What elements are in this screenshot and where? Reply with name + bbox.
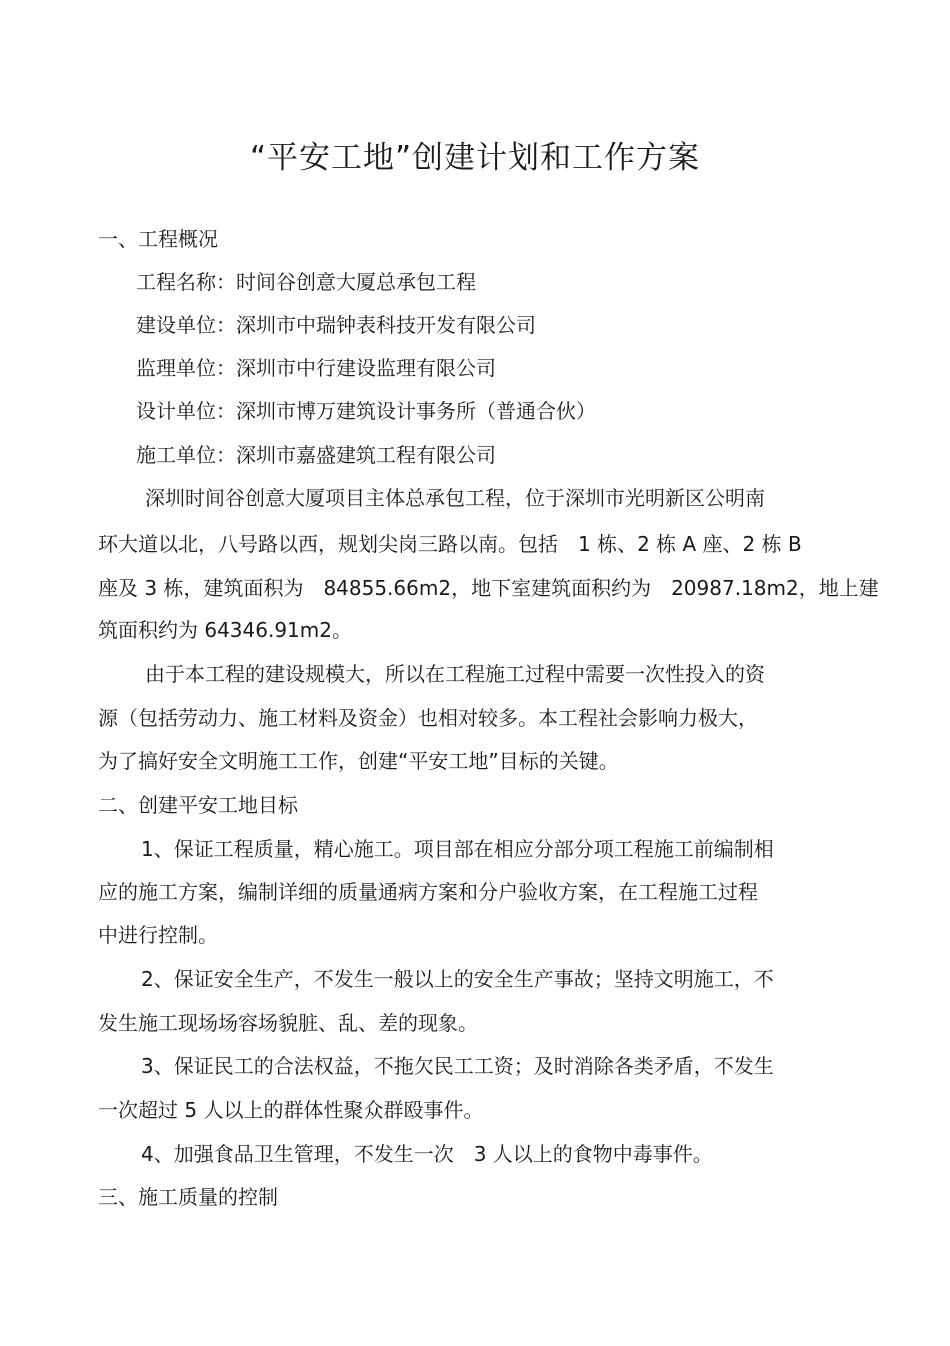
paragraph-line: 环大道以北，八号路以西，规划尖岗三路以南。包括 1 栋、2 栋 A 座、2 栋 B xyxy=(98,532,802,556)
contractor-line: 施工单位：深圳市嘉盛建筑工程有限公司 xyxy=(136,443,496,467)
section-heading-goals: 二、创建平安工地目标 xyxy=(98,793,298,817)
paragraph-line: 座及 3 栋，建筑面积为 84855.66m2，地下室建筑面积约为 20987.18m2，地上建 xyxy=(98,576,879,600)
goal-item-line: 3、保证民工的合法权益，不拖欠民工工资；及时消除各类矛盾，不发生 xyxy=(141,1054,774,1078)
goal-item-line: 一次超过 5 人以上的群体性聚众群殴事件。 xyxy=(98,1098,484,1122)
paragraph-line: 由于本工程的建设规模大，所以在工程施工过程中需要一次性投入的资 xyxy=(145,662,765,686)
section-heading-overview: 一、工程概况 xyxy=(98,227,218,251)
supervisor-line: 监理单位：深圳市中行建设监理有限公司 xyxy=(136,356,496,380)
paragraph-line: 为了搞好安全文明施工工作，创建“平安工地”目标的关键。 xyxy=(98,749,619,773)
goal-item-line: 发生施工现场场容场貌脏、乱、差的现象。 xyxy=(98,1011,478,1035)
goal-item-line: 2、保证安全生产，不发生一般以上的安全生产事故；坚持文明施工，不 xyxy=(141,967,774,991)
designer-line: 设计单位：深圳市博万建筑设计事务所（普通合伙） xyxy=(136,399,596,423)
project-name-line: 工程名称：时间谷创意大厦总承包工程 xyxy=(136,270,476,294)
paragraph-line: 筑面积约为 64346.91m2。 xyxy=(98,618,352,642)
goal-item-line: 中进行控制。 xyxy=(98,923,218,947)
paragraph-line: 源（包括劳动力、施工材料及资金）也相对较多。本工程社会影响力极大， xyxy=(98,706,758,730)
document-title: “平安工地”创建计划和工作方案 xyxy=(249,140,701,176)
goal-item-line: 4、加强食品卫生管理，不发生一次 3 人以上的食物中毒事件。 xyxy=(141,1142,713,1166)
paragraph-line: 深圳时间谷创意大厦项目主体总承包工程，位于深圳市光明新区公明南 xyxy=(145,486,765,510)
goal-item-line: 1、保证工程质量，精心施工。项目部在相应分部分项工程施工前编制相 xyxy=(141,837,774,861)
client-line: 建设单位：深圳市中瑞钟表科技开发有限公司 xyxy=(136,313,536,337)
section-heading-quality: 三、施工质量的控制 xyxy=(98,1185,278,1209)
goal-item-line: 应的施工方案，编制详细的质量通病方案和分户验收方案，在工程施工过程 xyxy=(98,880,758,904)
